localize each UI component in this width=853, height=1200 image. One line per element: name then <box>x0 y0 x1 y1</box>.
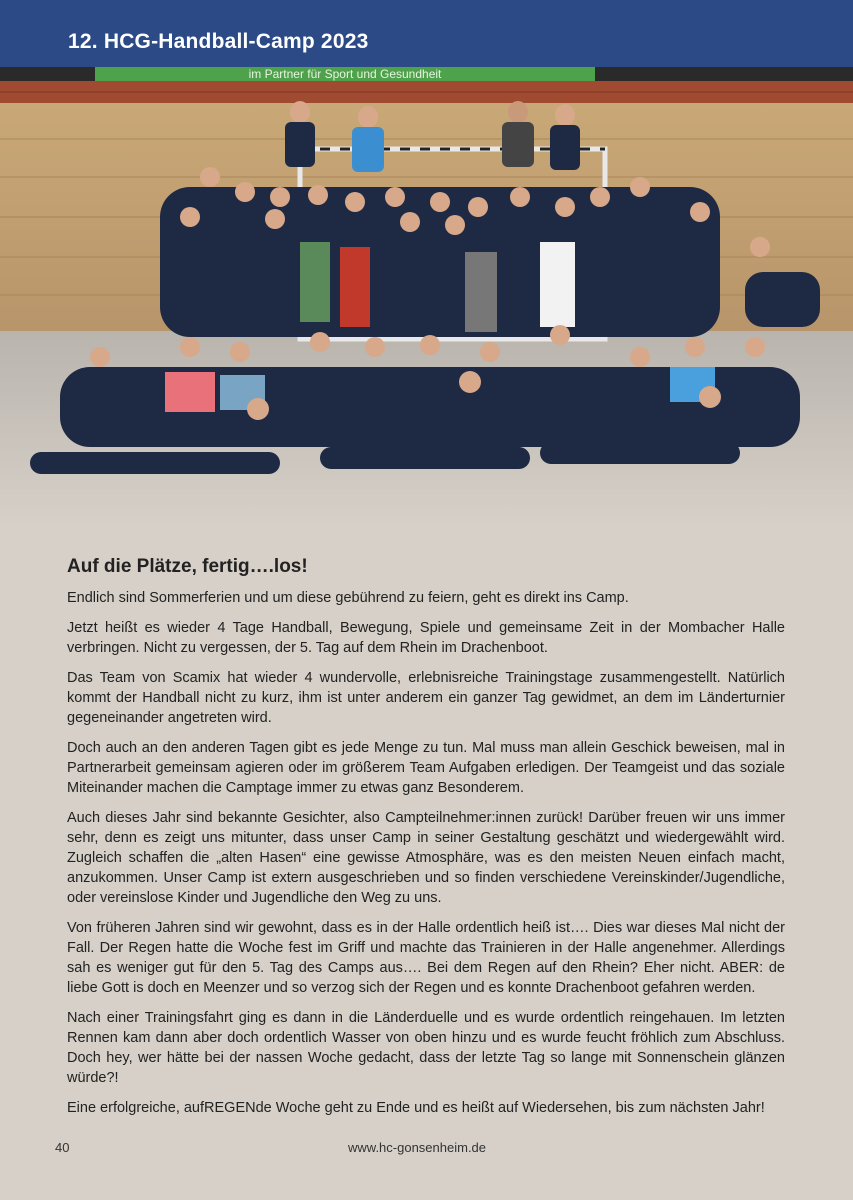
page-title: 12. HCG-Handball-Camp 2023 <box>68 30 369 53</box>
article-paragraph: Doch auch an den anderen Tagen gibt es jede Menge zu tun. Mal muss man allein Geschick beweisen, mal in Partnerarbeit gemeinsam agieren oder im größerem Team Aufgaben erledigen. Der Teamgeist und das soziale Miteinander machen die Camptage immer zu etwas ganz Besonderem. <box>67 740 785 796</box>
article-paragraph: Von früheren Jahren sind wir gewohnt, dass es in der Halle ordentlich heiß ist…. Dies war dieses Mal nicht der Fall. Der Regen hatte die Woche fest im Griff und machte das Trainieren in der Halle angenehmer. Allerdings sah es weniger gut für den 5. Tag des Camps aus…. Bei dem Regen auf den Rhein? Eher nicht. ABER: de liebe Gott is doch en Meenzer und so verzog sich der Regen und es konnte Drachenboot gefahren werden. <box>67 920 785 996</box>
group-photo <box>0 67 853 527</box>
article-paragraph: Jetzt heißt es wieder 4 Tage Handball, Bewegung, Spiele und gemeinsame Zeit in der Mombacher Halle verbringen. Nicht zu vergessen, der 5. Tag auf dem Rhein im Drachenboot. <box>67 620 785 656</box>
footer-url[interactable]: www.hc-gonsenheim.de <box>348 1140 487 1155</box>
article-paragraph: Nach einer Trainingsfahrt ging es dann in die Länderduelle und es wurde ordentlich reingehauen. Im letzten Rennen kam dann aber doch ordentlich Wasser von oben hinzu und es wurde feucht fröhlich zum Abschluss. Doch hey, wer hätte bei der nassen Woche gedacht, dass der letzte Tag so lange mit Sonnenschein glänzen würde?! <box>67 1010 785 1086</box>
sponsor-banner-text: im Partner für Sport und Gesundheit <box>248 67 442 81</box>
article-paragraph: Endlich sind Sommerferien und um diese gebührend zu feiern, geht es direkt ins Camp. <box>67 590 629 606</box>
article-paragraph: Auch dieses Jahr sind bekannte Gesichter, also Campteilnehmer:innen zurück! Darüber freuen wir uns immer sehr, denn es zeigt uns mitunter, dass unser Camp in seiner Gestaltung geschätzt und wiedergewählt wird. Zugleich schaffen die „alten Hasen“ eine gewisse Atmosphäre, was es den meisten Neuen einfach macht, anzukommen. Unser Camp ist extern ausgeschrieben und so finden verschiedene Vereinskinder/Jugendliche, oder vereinslose Kinder und Jugendliche den Weg zu uns. <box>67 810 785 906</box>
header-bar <box>0 0 853 67</box>
article-paragraph: Das Team von Scamix hat wieder 4 wundervolle, erlebnisreiche Trainingstage zusammengestellt. Natürlich kommt der Handball nicht zu kurz, ihm ist unter anderem ein ganzer Tag gewidmet, an dem im Länderturnier gegeneinander angetreten wird. <box>67 670 785 726</box>
article <box>67 556 785 1128</box>
article-heading: Auf die Plätze, fertig….los! <box>67 556 308 577</box>
page-number: 40 <box>55 1140 70 1155</box>
article-paragraph: Eine erfolgreiche, aufREGENde Woche geht zu Ende und es heißt auf Wiedersehen, bis zum nächsten Jahr! <box>67 1100 765 1116</box>
